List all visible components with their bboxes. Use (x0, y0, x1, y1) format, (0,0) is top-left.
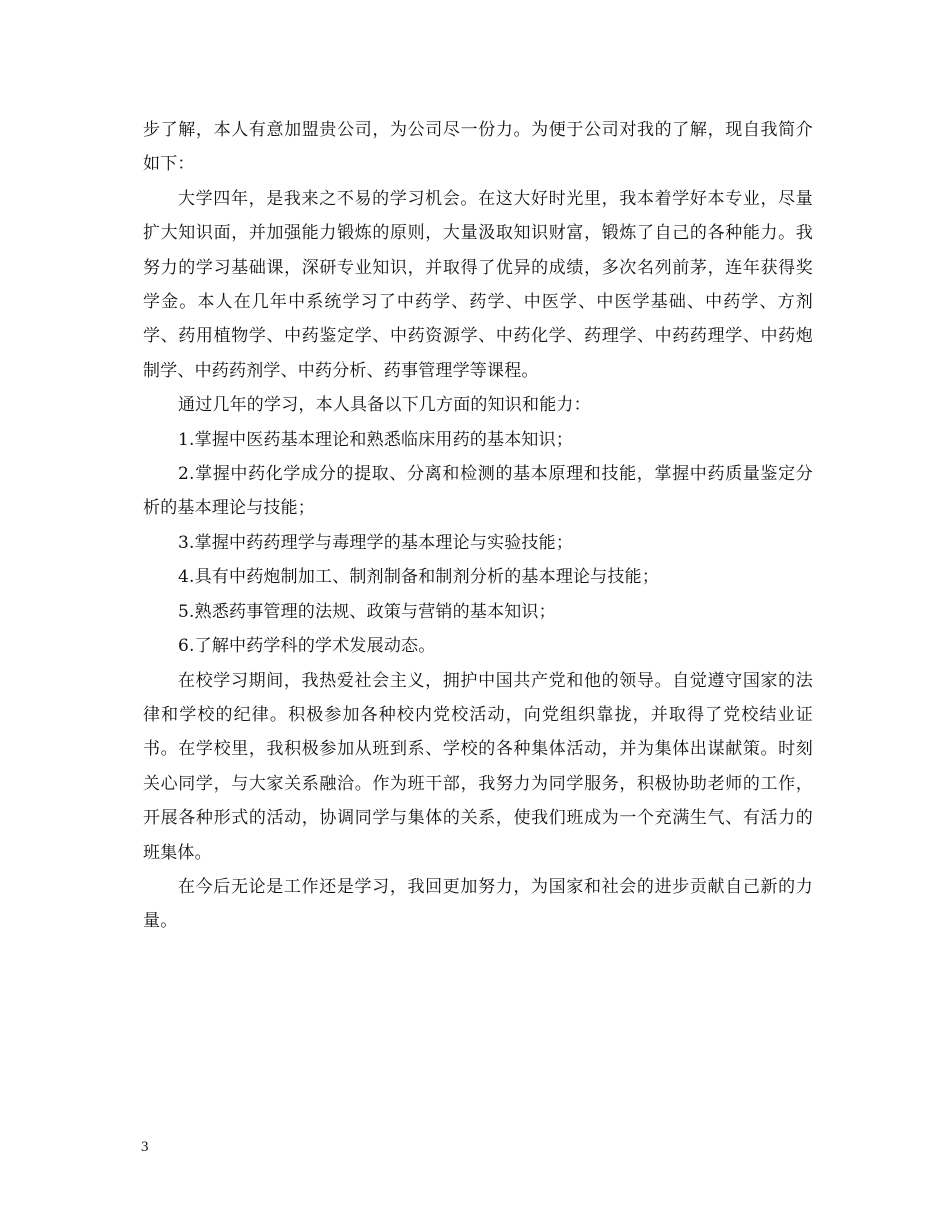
paragraph-university-study: 大学四年，是我来之不易的学习机会。在这大好时光里，我本着学好本专业，尽量扩大知识面，并加强能力锻炼的原则，大量汲取知识财富，锻炼了自己的各种能力。我努力的学习基础课，深研专业知识，并取得了优异的成绩，多次名列前茅，连年获得奖学金。本人在几年中系统学习了中药学、药学、中医学、中医学基础、中药学、方剂学、药用植物学、中药鉴定学、中药资源学、中药化学、药理学、中药药理学、中药炮制学、中药药剂学、中药分析、药事管理学等课程。 (143, 188, 813, 381)
paragraph-intro-continuation: 步了解，本人有意加盟贵公司，为公司尽一份力。为便于公司对我的了解，现自我简介如下： (143, 120, 813, 175)
list-item-ability-6: 6.了解中药学科的学术发展动态。 (178, 636, 436, 657)
page-number: 3 (141, 1139, 149, 1155)
list-item-ability-2: 2.掌握中药化学成分的提取、分离和检测的基本原理和技能，掌握中药质量鉴定分析的基本理论与技能； (143, 464, 813, 519)
list-item-ability-5: 5.熟悉药事管理的法规、政策与营销的基本知识； (178, 601, 556, 622)
paragraph-abilities-intro: 通过几年的学习，本人具备以下几方面的知识和能力： (178, 395, 591, 416)
list-item-ability-3: 3.掌握中药药理学与毒理学的基本理论与实验技能； (178, 532, 574, 553)
list-item-ability-1: 1.掌握中医药基本理论和熟悉临床用药的基本知识； (178, 429, 574, 450)
paragraph-campus-activities: 在校学习期间，我热爱社会主义，拥护中国共产党和他的领导。自觉遵守国家的法律和学校的纪律。积极参加各种校内党校活动，向党组织靠拢，并取得了党校结业证书。在学校里，我积极参加从班到系、学校的各种集体活动，并为集体出谋献策。时刻关心同学，与大家关系融洽。作为班干部，我努力为同学服务，积极协助老师的工作，开展各种形式的活动，协调同学与集体的关系，使我们班成为一个充满生气、有活力的班集体。 (143, 670, 813, 863)
document-body (143, 113, 813, 939)
list-item-ability-4: 4.具有中药炮制加工、制剂制备和制剂分析的基本理论与技能； (178, 567, 660, 588)
paragraph-closing: 在今后无论是工作还是学习，我回更加努力，为国家和社会的进步贡献自己新的力量。 (143, 876, 813, 932)
